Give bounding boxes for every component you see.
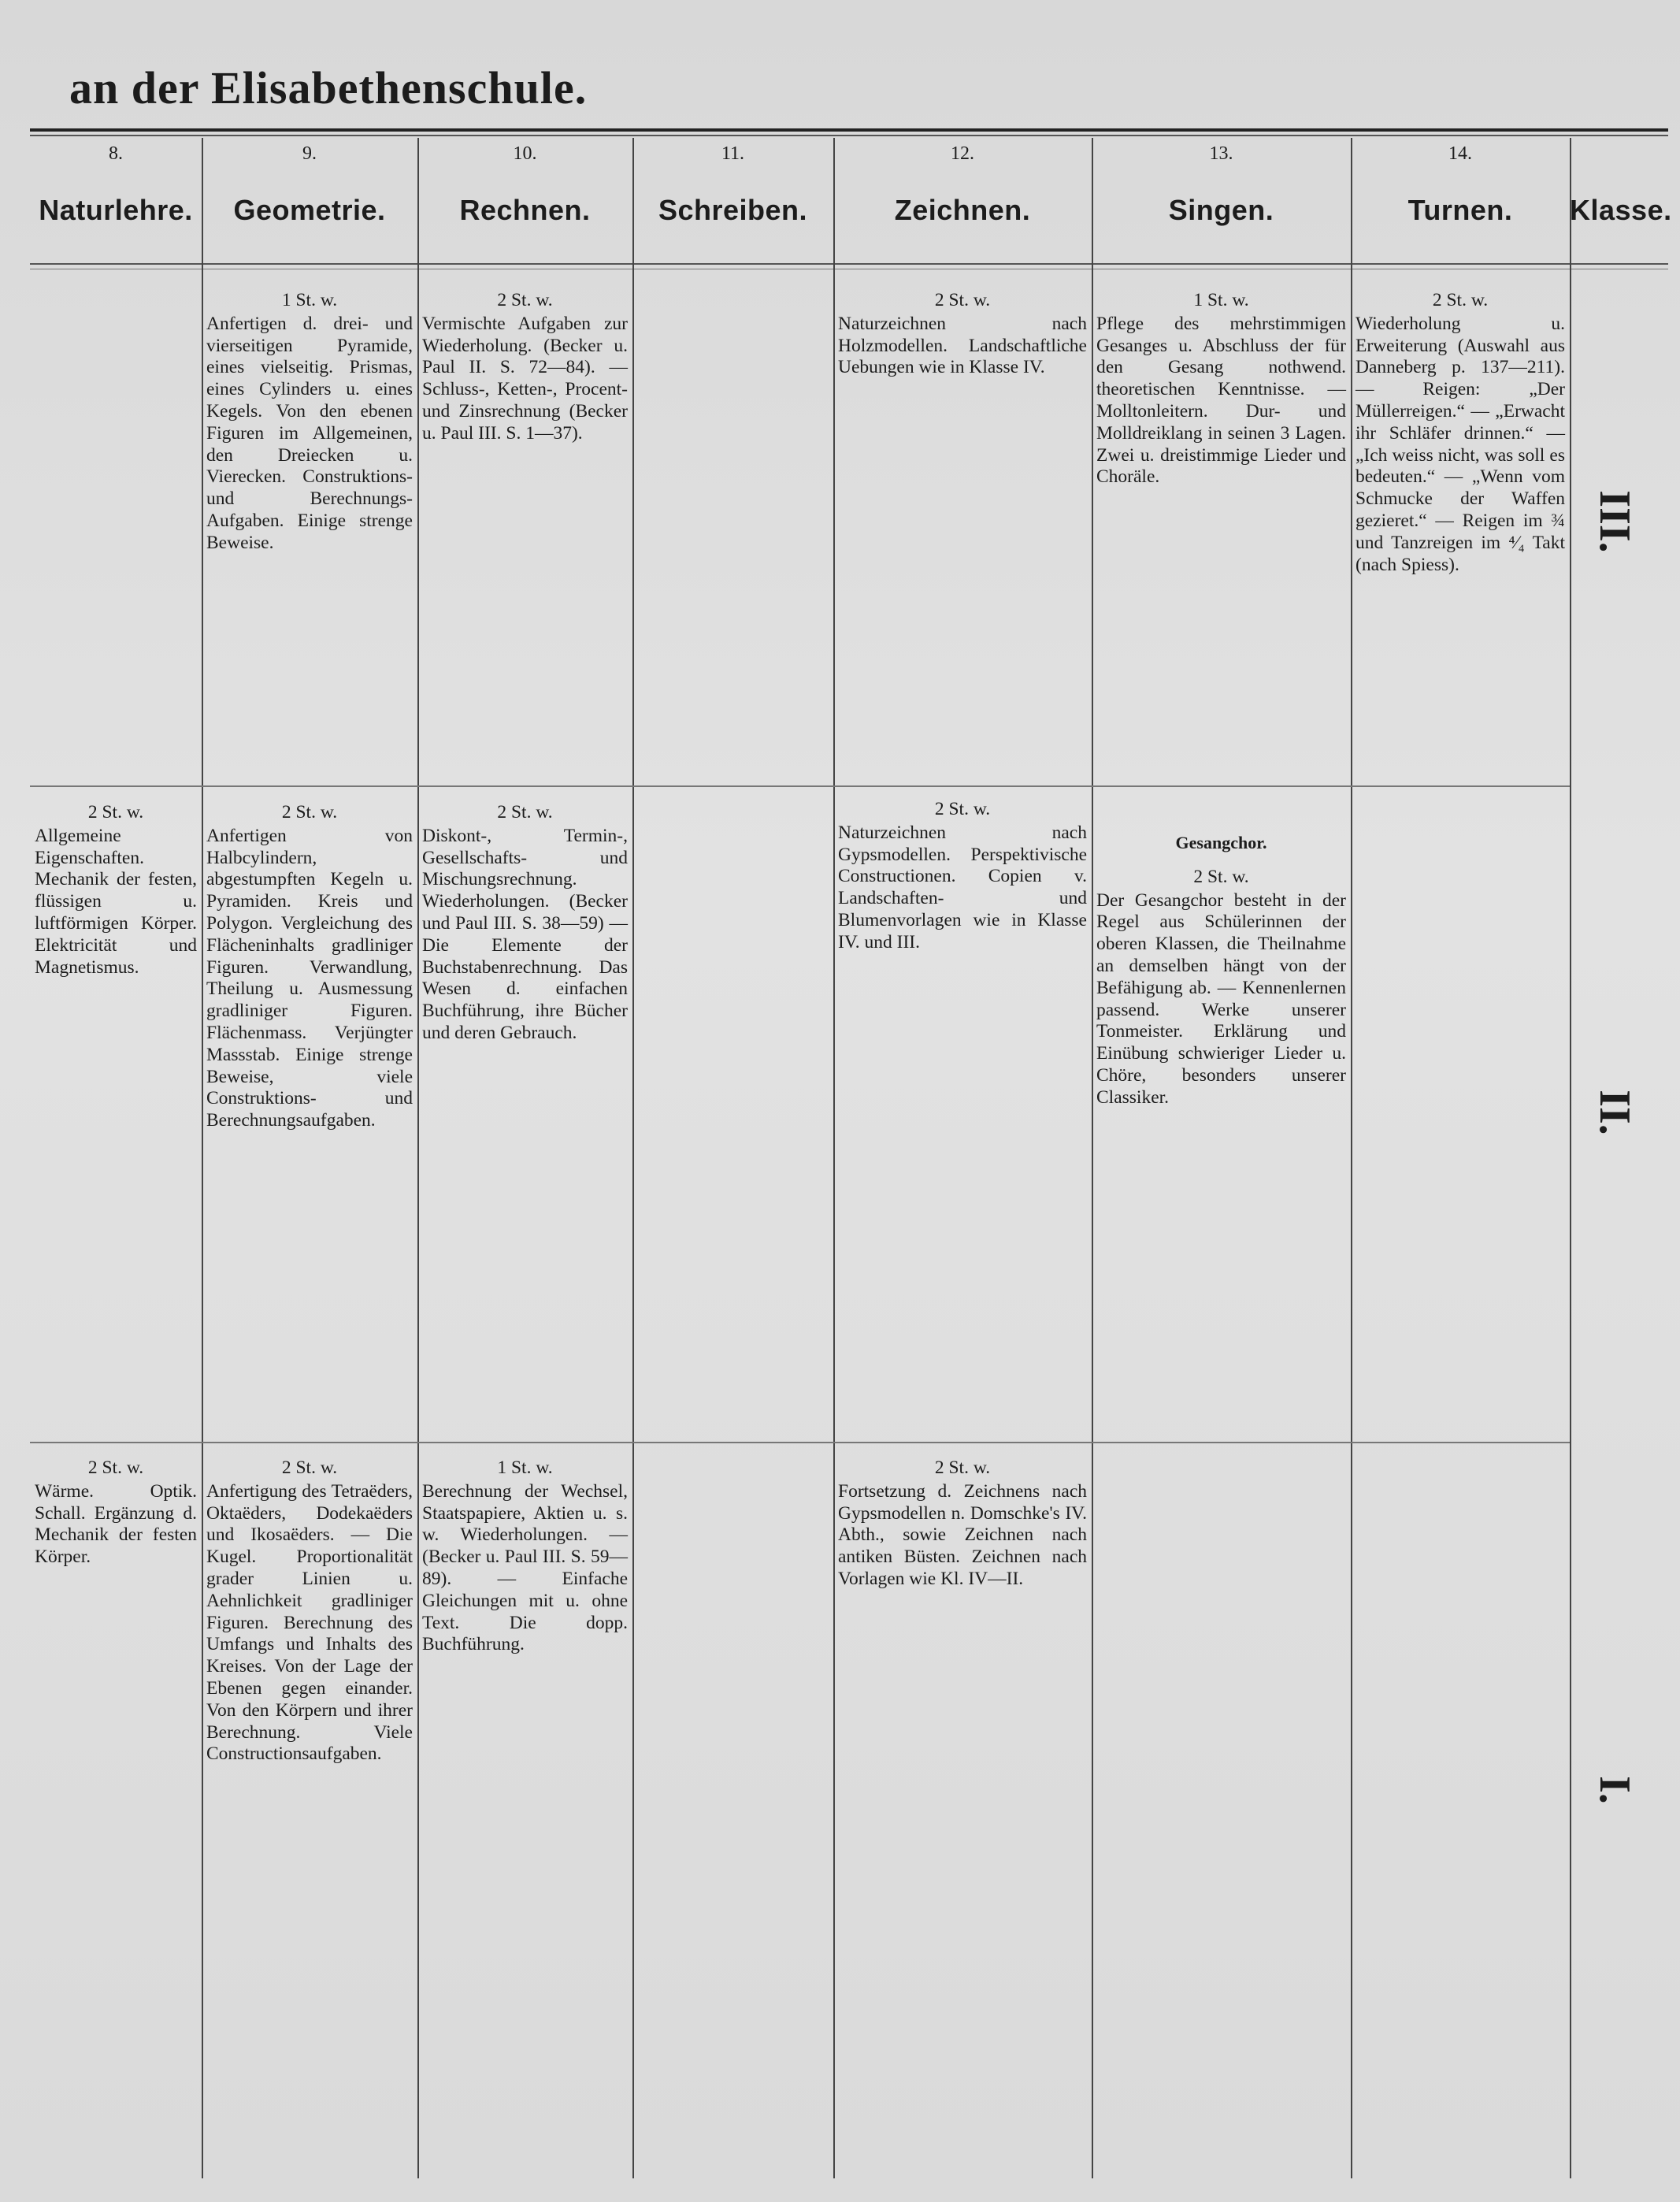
header-rule-bottom	[30, 263, 1668, 265]
column-divider	[1351, 138, 1352, 2178]
column-header-klasse: Klasse.	[1570, 194, 1672, 226]
cell-ii-rechnen	[422, 802, 628, 1045]
column-divider	[632, 138, 634, 2178]
hours-label: 1 St. w.	[1193, 290, 1249, 310]
cell-i-rechnen	[422, 1457, 628, 1656]
hours-label: 2 St. w.	[87, 1457, 144, 1478]
hours-label: 2 St. w.	[934, 799, 991, 819]
cell-iii-turnen	[1355, 290, 1565, 576]
column-number: 11.	[721, 143, 745, 164]
lesson-text: Der Gesangchor besteht in der Regel aus Schülerinnen der oberen Klassen, die Theilnahme an demselben hängt von der Befähigung ab. — Kennenlernen passend. Werke unserer Tonmeister. Erklärung und Einübung schwieriger Lieder u. Chöre, besonders unserer Classiker.	[1096, 889, 1346, 1108]
cell-i-naturlehre	[35, 1457, 197, 1569]
hours-label: 1 St. w.	[281, 290, 338, 310]
page-title: an der Elisabethenschule.	[69, 62, 588, 113]
hours-label: 2 St. w.	[497, 802, 553, 823]
cell-iii-singen	[1096, 290, 1346, 488]
hours-label: 2 St. w.	[281, 1457, 338, 1478]
cell-iii-geometrie	[206, 290, 413, 555]
lesson-text: Anfertigung des Tetraëders, Oktaëders, Dodekaëders und Ikosaëders. — Die Kugel. Proportionalität grader Linien u. Aehnlichkeit gradliniger Figuren. Berechnung des Umfangs und Inhalts des Kreises. Von der Lage der Ebenen gegen einander. Von den Körpern und ihrer Berechnung. Viele Constructionsaufgaben.	[206, 1480, 413, 1765]
column-header-zeichnen: Zeichnen.	[894, 194, 1031, 226]
column-number: 14.	[1448, 143, 1472, 164]
hours-label: 2 St. w.	[281, 802, 338, 823]
column-number: 13.	[1209, 143, 1233, 164]
cell-ii-singen	[1096, 832, 1346, 1109]
cell-iii-zeichnen	[838, 290, 1087, 379]
column-divider	[202, 138, 203, 2178]
lesson-text: Wiederholung u. Erweiterung (Auswahl aus Danneberg p. 137—211). — Reigen: „Der Müllerreigen.“ — „Erwacht ihr Schläfer drinnen.“ — „Ich weiss nicht, was soll es bedeuten.“ — „Wenn vom Schmucke der Waffen gezieret.“ — Reigen im ¾ und Tanzreigen im ⁴⁄₄ Takt (nach Spiess).	[1355, 313, 1565, 575]
column-number: 9.	[302, 143, 317, 164]
column-divider	[1570, 138, 1571, 2178]
lesson-text: Wärme. Optik. Schall. Ergänzung d. Mechanik der festen Körper.	[35, 1480, 197, 1568]
cell-iii-rechnen	[422, 290, 628, 445]
lesson-text: Diskont-, Termin-, Gesellschafts- und Mischungsrechnung. Wiederholungen. (Becker und Paul III. S. 38—59) — Die Elemente der Buchstabenrechnung. Das Wesen d. einfachen Buchführung, ihre Bücher und deren Gebrauch.	[422, 825, 628, 1043]
column-number: 12.	[951, 143, 974, 164]
lesson-text: Allgemeine Eigenschaften. Mechanik der festen, flüssigen u. luftförmigen Körper. Elektricität und Magnetismus.	[35, 825, 197, 978]
cell-ii-naturlehre	[35, 802, 197, 978]
column-number: 8.	[109, 143, 123, 164]
cell-ii-geometrie	[206, 802, 413, 1132]
hours-label: 2 St. w.	[1193, 866, 1249, 887]
lesson-text: Anfertigen von Halbcylindern, abgestumpften Kegeln u. Pyramiden. Kreis und Polygon. Vergleichung des Flächeninhalts gradliniger Figuren. Verwandlung, Theilung u. Ausmessung gradliniger Figuren. Flächenmass. Verjüngter Massstab. Einige strenge Beweise, viele Construktions- und Berechnungsaufgaben.	[206, 825, 413, 1131]
cell-i-geometrie	[206, 1457, 413, 1766]
column-divider	[833, 138, 835, 2178]
column-header-geometrie: Geometrie.	[233, 194, 386, 226]
column-header-naturlehre: Naturlehre.	[39, 194, 193, 226]
lesson-text: Vermischte Aufgaben zur Wiederholung. (Becker u. Paul II. S. 72—84). — Schluss-, Ketten-, Procent- und Zinsrechnung (Becker u. Paul III. S. 1—37).	[422, 313, 628, 444]
section-heading: Gesangchor.	[1175, 833, 1267, 852]
row-divider	[30, 1442, 1570, 1443]
column-header-rechnen: Rechnen.	[459, 194, 591, 226]
klasse-label-iii: III.	[1590, 490, 1639, 553]
column-header-schreiben: Schreiben.	[658, 194, 808, 226]
lesson-text: Naturzeichnen nach Gypsmodellen. Perspektivische Constructionen. Copien v. Landschaften- und Blumenvorlagen wie in Klasse IV. und III.	[838, 822, 1087, 952]
lesson-text: Berechnung der Wechsel, Staatspapiere, Aktien u. s. w. Wiederholungen. — (Becker u. Paul III. S. 59—89). — Einfache Gleichungen mit u. ohne Text. Die dopp. Buchführung.	[422, 1480, 628, 1655]
lesson-text: Anfertigen d. drei- und vierseitigen Pyramide, eines vielseitig. Prismas, eines Cylinders u. eines Kegels. Von den ebenen Figuren im Allgemeinen, den Dreiecken u. Vierecken. Construktions- und Berechnungs-Aufgaben. Einige strenge Beweise.	[206, 313, 413, 553]
column-header-singen: Singen.	[1168, 194, 1274, 226]
column-divider	[1092, 138, 1093, 2178]
cell-ii-zeichnen	[838, 799, 1087, 954]
hours-label: 2 St. w.	[934, 1457, 991, 1478]
header-rule-top	[30, 128, 1668, 132]
klasse-label-ii: II.	[1590, 1090, 1639, 1135]
hours-label: 2 St. w.	[87, 802, 144, 823]
cell-i-zeichnen	[838, 1457, 1087, 1591]
hours-label: 2 St. w.	[934, 290, 991, 310]
hours-label: 1 St. w.	[497, 1457, 553, 1478]
klasse-label-i: I.	[1590, 1776, 1639, 1804]
header-rule-top-thin	[30, 135, 1668, 136]
lesson-text: Naturzeichnen nach Holzmodellen. Landschaftliche Uebungen wie in Klasse IV.	[838, 313, 1087, 378]
row-divider	[30, 785, 1570, 787]
column-number: 10.	[513, 143, 537, 164]
hours-label: 2 St. w.	[497, 290, 553, 310]
lesson-text: Fortsetzung d. Zeichnens nach Gypsmodellen n. Domschke's IV. Abth., sowie Zeichnen nach antiken Büsten. Zeichnen nach Vorlagen wie Kl. IV—II.	[838, 1480, 1087, 1589]
column-divider	[417, 138, 419, 2178]
column-header-turnen: Turnen.	[1407, 194, 1513, 226]
hours-label: 2 St. w.	[1432, 290, 1489, 310]
lesson-text: Pflege des mehrstimmigen Gesanges u. Abschluss der für den Gesang nothwend. theoretischen Kenntnisse. — Molltonleitern. Dur- und Molldreiklang in seinen 3 Lagen. Zwei u. dreistimmige Lieder und Choräle.	[1096, 313, 1346, 488]
